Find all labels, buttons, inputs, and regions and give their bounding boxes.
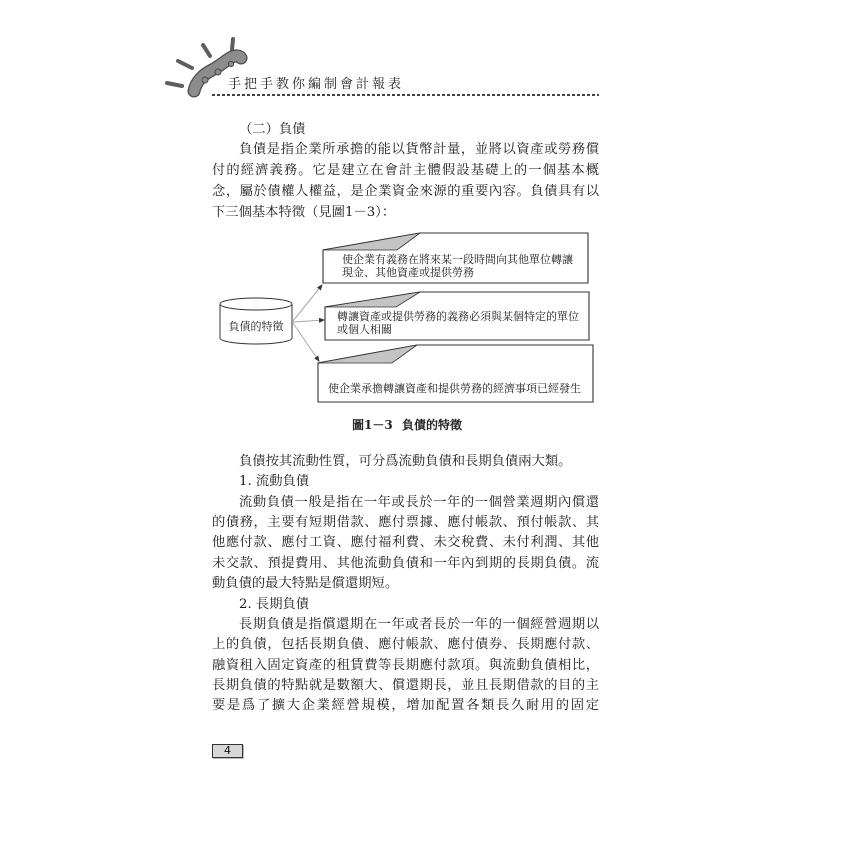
box-1-text <box>342 253 573 279</box>
section-heading: （二）負債 <box>239 121 306 137</box>
box-text-line: 使企業有義務在將來某一段時間向其他單位轉讓 <box>342 252 573 266</box>
paragraph-line: 動負債的最大特點是償還期短。 <box>212 576 399 592</box>
header-dotted-divider <box>212 94 599 96</box>
page-number-badge: 4 <box>212 744 243 758</box>
paragraph-line: 上的負債，包括長期負債、應付帳款、應付債券、長期應付款、 <box>212 637 599 653</box>
subsection-heading-long-term: 2. 長期負債 <box>239 596 310 612</box>
liabilities-classification-section <box>212 452 599 717</box>
paragraph-line: 長期負債是指償還期在一年或者長於一年的一個經營週期以 <box>239 616 599 632</box>
paragraph-line: 念，屬於債權人權益，是企業資金來源的重要內容。負債具有以 <box>212 183 599 199</box>
paragraph-line: 的債務，主要有短期借款、應付票據、應付帳款、預付帳款、其 <box>212 514 599 530</box>
cylinder-label: 負債的特徵 <box>228 320 284 333</box>
paragraph-line: 負債按其流動性質，可分爲流動負債和長期負債兩大類。 <box>239 453 572 469</box>
paragraph-line: 負債是指企業所承擔的能以貨幣計量，並將以資產或勞務償 <box>239 142 599 158</box>
box-text-line: 使企業承擔轉讓資產和提供勞務的經濟事項已經發生 <box>328 381 581 395</box>
figure-caption-title: 負債的特徵 <box>402 418 463 432</box>
figure-caption-number: 圖1－3 <box>352 418 393 432</box>
paragraph-line: 付的經濟義務。它是建立在會計主體假設基礎上的一個基本概 <box>212 163 599 179</box>
paragraph-line: 長期負債的特點就是數額大、償還期長，並且長期借款的目的主 <box>212 678 599 694</box>
box-text-line: 轉讓資產或提供勞務的義務必須與某個特定的單位 <box>337 309 579 323</box>
paragraph-line: 流動負債一般是指在一年或長於一年的一個營業週期內償還 <box>239 494 599 510</box>
connector-arrows <box>293 285 324 361</box>
paragraph-line: 他應付款、應付工資、應付福利費、未交稅費、未付利潤、其他 <box>212 535 599 551</box>
subsection-heading-current: 1. 流動負債 <box>239 474 310 490</box>
box-text-line: 現金、其他資產或提供勞務 <box>342 265 474 279</box>
paragraph-line: 未交款、預提費用、其他流動負債和一年內到期的長期負債。流 <box>212 555 599 571</box>
box-text-line: 或個人相關 <box>337 322 392 336</box>
liabilities-intro-section <box>212 120 599 224</box>
box-2-text <box>337 310 579 336</box>
paragraph-line: 下三個基本特徵（見圖1－3）： <box>212 204 396 220</box>
paragraph-line: 要是爲了擴大企業經營規模，增加配置各類長久耐用的固定 <box>212 698 599 714</box>
box-3-text <box>328 382 581 395</box>
paragraph-line: 融資租入固定資產的租賃費等長期應付款項。與流動負債相比， <box>212 657 599 673</box>
book-title: 手把手教你編制會計報表 <box>228 77 405 92</box>
